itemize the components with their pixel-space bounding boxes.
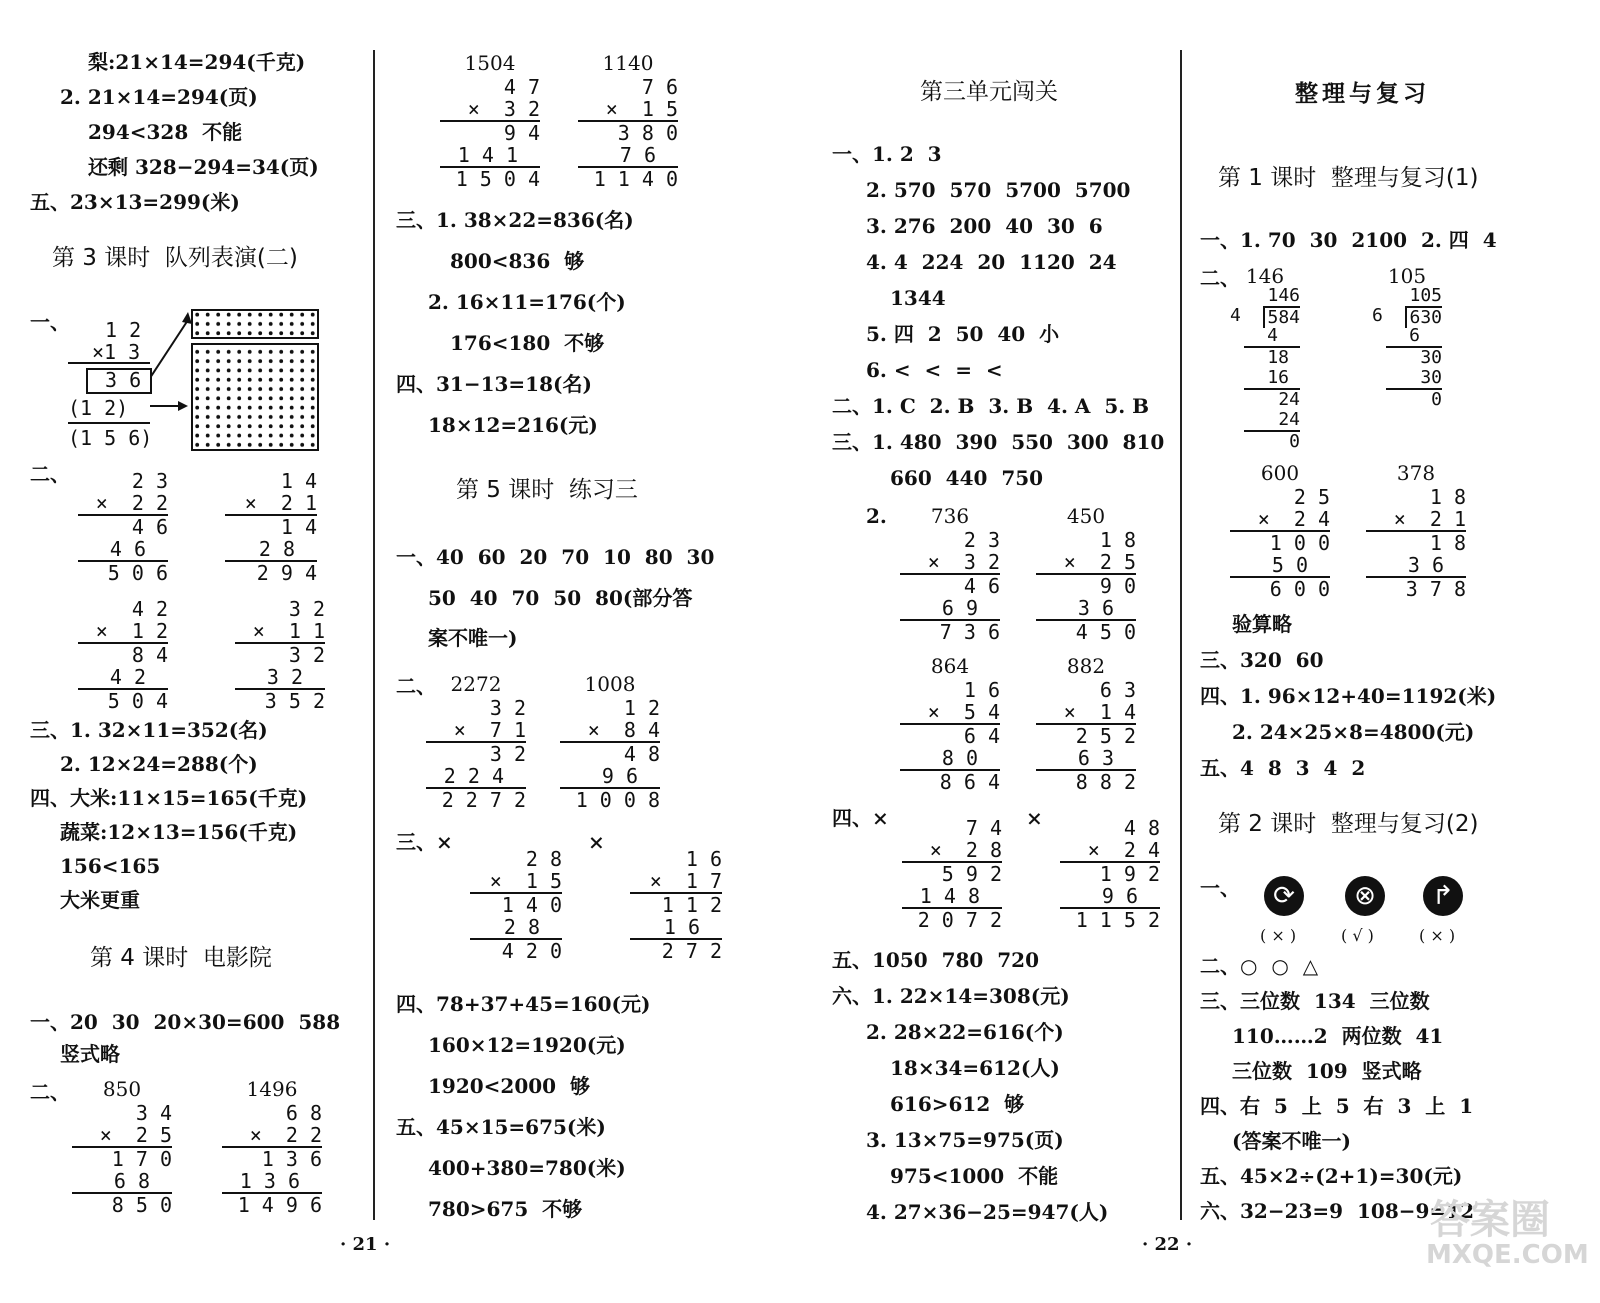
calc-row: × 1 1 [252, 619, 325, 643]
division-bracket [1372, 306, 1442, 326]
text-line: 一、20 30 20×30=600 588 [30, 1010, 341, 1034]
division-quotient: 146 [1267, 285, 1300, 306]
calc-row: × 1 5 [489, 869, 562, 893]
calc-row: × 8 4 [587, 718, 660, 742]
vertical-multiplication [630, 848, 722, 962]
calc-row: 3 4 [135, 1101, 172, 1125]
calc-row: 6 3 [1077, 746, 1114, 770]
vertical-multiplication [560, 673, 660, 811]
question-label: 二、 [30, 462, 70, 486]
text-line: 四、1. 96×12+40=1192(米) [1200, 684, 1497, 708]
calc-row: 3 2 [235, 642, 325, 666]
question-label: 二、 [396, 674, 436, 698]
section-title: 整理与复习 [1295, 81, 1430, 107]
vertical-multiplication [900, 505, 1000, 643]
calc-row: × 7 1 [453, 718, 526, 742]
text-line: 四、78+37+45=160(元) [396, 992, 651, 1016]
calc-result: 1008 [584, 672, 636, 696]
calc-row: 2 3 [963, 528, 1000, 552]
calc-row: 9 6 [601, 764, 638, 788]
question-label: 二、 [1200, 266, 1240, 290]
calc-row: 2 7 2 [630, 938, 722, 962]
calc-result: 864 [930, 654, 970, 678]
calc-row: 2 8 [258, 537, 295, 561]
text-line: 18×12=216(元) [428, 413, 598, 437]
calc-row: × 3 2 [927, 550, 1000, 574]
calc-row: × 2 4 [1257, 507, 1330, 531]
calc-row: 1 5 0 4 [440, 166, 540, 190]
text-line: 六、32−23=9 108−9=12 [1200, 1199, 1475, 1223]
text-line: 400+380=780(米) [428, 1156, 626, 1180]
text-line: 2. [866, 504, 887, 528]
figure-row: ×1 3 [92, 340, 141, 364]
vertical-multiplication [235, 598, 325, 712]
calc-row: 5 0 4 [78, 688, 168, 712]
calc-row: 7 3 6 [900, 619, 1000, 643]
vertical-multiplication [1230, 462, 1330, 600]
text-line: 18×34=612(人) [890, 1056, 1060, 1080]
text-line: 1344 [890, 286, 946, 310]
text-line: 2. 24×25×8=4800(元) [1232, 720, 1475, 744]
watermark-url: MXQE.COM [1426, 1240, 1589, 1270]
question-label: 一、 [1200, 876, 1240, 900]
calc-row: 3 2 [288, 597, 325, 621]
calc-row: 7 6 [641, 75, 678, 99]
text-line: 110……2 两位数 41 [1232, 1024, 1444, 1048]
vertical-multiplication [1060, 817, 1160, 931]
text-line: 还剩 328−294=34(页) [88, 155, 319, 179]
judgement-mark: ( √ ) [1341, 926, 1374, 945]
calc-result: 450 [1066, 504, 1106, 528]
calc-result: 1504 [464, 51, 516, 75]
calc-row: 9 4 [440, 120, 540, 144]
calc-row: 2 8 [503, 915, 540, 939]
calc-row: 4 6 [78, 514, 168, 538]
calc-row: 2 2 4 [443, 764, 504, 788]
calc-row: × 2 2 [95, 491, 168, 515]
calc-row: 4 8 [1123, 816, 1160, 840]
division-quotient: 105 [1409, 285, 1442, 306]
calc-row: 1 2 [623, 696, 660, 720]
lesson-title: 第 1 课时 整理与复习(1) [1218, 165, 1479, 191]
text-line: 五、23×13=299(米) [30, 190, 240, 214]
calc-result: 1140 [602, 51, 654, 75]
text-line: 四、大米:11×15=165(千克) [30, 786, 308, 810]
text-line: 竖式略 [60, 1042, 120, 1066]
text-line: 2. 21×14=294(页) [60, 85, 258, 109]
text-line: 176<180 不够 [450, 331, 605, 355]
vertical-multiplication [72, 1078, 172, 1216]
calc-row: 1 1 5 2 [1060, 907, 1160, 931]
judgement-mark: ( × ) [1419, 926, 1456, 945]
calc-row: 3 2 [489, 696, 526, 720]
division-row: 30 [1386, 368, 1442, 390]
calc-row: 5 9 2 [902, 861, 1002, 885]
calc-row: × 2 5 [99, 1123, 172, 1147]
text-line: 616>612 够 [890, 1092, 1025, 1116]
column-divider [373, 50, 375, 1220]
calc-row: × 1 7 [649, 869, 722, 893]
vertical-multiplication [900, 655, 1000, 793]
calc-row: 1 7 0 [72, 1146, 172, 1170]
calc-row: × 2 4 [1087, 838, 1160, 862]
calc-row: 7 6 [619, 143, 656, 167]
cross-circle-icon: ⊗ [1345, 876, 1385, 916]
text-line: 160×12=1920(元) [428, 1033, 626, 1057]
page-number: · 21 · [340, 1234, 391, 1255]
calc-row: 4 2 [131, 597, 168, 621]
calc-row: 3 2 [426, 741, 526, 765]
text-line: 三、320 60 [1200, 648, 1324, 672]
text-line: 975<1000 不能 [890, 1164, 1059, 1188]
calc-row: 3 6 [1077, 596, 1114, 620]
division-row: 6 [1386, 326, 1442, 348]
calc-result: 736 [930, 504, 970, 528]
text-line: 2. 570 570 5700 5700 [866, 178, 1131, 202]
text-line: 验算略 [1232, 612, 1292, 636]
text-line: 2. 16×11=176(个) [428, 290, 626, 314]
text-line: × [1026, 806, 1043, 830]
calc-result: 378 [1396, 461, 1436, 485]
calc-row: 1 8 [1429, 485, 1466, 509]
division-result: 146 [1245, 264, 1285, 288]
lesson-title: 第 5 课时 练习三 [456, 477, 638, 503]
division-divisor: 4 [1230, 305, 1241, 326]
calc-result: 2272 [450, 672, 502, 696]
text-line: 4. 4 224 20 1120 24 [866, 250, 1117, 274]
division-row: 18 [1267, 347, 1289, 368]
calc-row: 1 8 [1366, 530, 1466, 554]
text-line: 800<836 够 [450, 249, 585, 273]
calc-row: 3 2 [266, 665, 303, 689]
calc-row: 6 9 [941, 596, 978, 620]
division-dividend: 584 [1263, 306, 1300, 328]
calc-row: 3 6 [1407, 553, 1444, 577]
vertical-multiplication [225, 470, 317, 584]
text-line: 四、右 5 上 5 右 3 上 1 [1200, 1094, 1474, 1118]
vertical-multiplication [78, 470, 168, 584]
text-line: (答案不唯一) [1232, 1129, 1351, 1153]
text-line: 二、1. C 2. B 3. B 4. A 5. B [832, 394, 1150, 418]
calc-row: 1 6 [963, 678, 1000, 702]
text-line: 一、40 60 20 70 10 80 30 [396, 545, 715, 569]
text-line: 一、1. 2 3 [832, 142, 942, 166]
calc-row: × 1 4 [1063, 700, 1136, 724]
vertical-multiplication [1036, 505, 1136, 643]
text-line: 1920<2000 够 [428, 1074, 591, 1098]
vertical-multiplication [578, 52, 678, 190]
calc-row: 4 6 [109, 537, 146, 561]
calc-row: 9 0 [1036, 573, 1136, 597]
calc-row: 4 6 [900, 573, 1000, 597]
text-line: 一、1. 70 30 2100 2. 四 4 [1200, 228, 1497, 252]
figure-row: 3 6 [105, 368, 142, 392]
calc-row: 1 0 0 [1230, 530, 1330, 554]
calc-row: 1 3 6 [239, 1169, 300, 1193]
calc-row: 1 3 6 [222, 1146, 322, 1170]
calc-row: 9 6 [1101, 884, 1138, 908]
text-line: 四、× [832, 806, 889, 830]
long-division [1230, 266, 1300, 452]
text-line: 4. 27×36−25=947(人) [866, 1200, 1109, 1224]
text-line: 3. 13×75=975(页) [866, 1128, 1064, 1152]
calc-result: 1496 [246, 1077, 298, 1101]
question-label: 二、 [30, 1080, 70, 1104]
calc-row: 1 4 0 [470, 892, 562, 916]
division-dividend: 630 [1405, 306, 1442, 328]
judgement-mark: ( × ) [1260, 926, 1297, 945]
calc-row: 1 4 [280, 469, 317, 493]
division-divisor: 6 [1372, 305, 1383, 326]
page-22 [790, 0, 1600, 1303]
text-line: 蔬菜:12×13=156(千克) [60, 820, 298, 844]
calc-row: 6 3 [1099, 678, 1136, 702]
calc-row: 4 7 [503, 75, 540, 99]
calc-row: 1 8 [1099, 528, 1136, 552]
watermark-logo: 答案圈 [1430, 1197, 1550, 1243]
vertical-multiplication [440, 52, 540, 190]
calc-row: 2 9 4 [225, 560, 317, 584]
text-line: 三、三位数 134 三位数 [1200, 989, 1430, 1013]
figure-row: (1 5 6) [68, 426, 153, 450]
calc-result: 850 [102, 1077, 142, 1101]
calc-row: 8 6 4 [900, 769, 1000, 793]
calc-row: 8 5 0 [72, 1192, 172, 1216]
calc-row: 4 2 [109, 665, 146, 689]
calc-row: 3 7 8 [1366, 576, 1466, 600]
calc-row: 3 5 2 [235, 688, 325, 712]
calc-row: 2 8 [525, 847, 562, 871]
calc-row: 1 6 [685, 847, 722, 871]
calc-row: 1 1 4 0 [578, 166, 678, 190]
text-line: 780>675 不够 [428, 1197, 583, 1221]
calc-row: × 2 8 [929, 838, 1002, 862]
text-line: 三、× [396, 830, 453, 854]
division-row: 4 [1244, 326, 1300, 348]
calc-row: × 5 4 [927, 700, 1000, 724]
text-line: 三、1. 32×11=352(名) [30, 718, 268, 742]
text-line: 三、1. 38×22=836(名) [396, 208, 634, 232]
text-line: 四、31−13=18(名) [396, 372, 592, 396]
calc-row: 4 8 [560, 741, 660, 765]
turn-arrow-icon: ↱ [1423, 876, 1463, 916]
calc-row: 3 8 0 [578, 120, 678, 144]
division-row: 0 [1431, 389, 1442, 410]
text-line: 50 40 70 50 80(部分答 [428, 586, 693, 610]
calc-row: 1 1 2 [630, 892, 722, 916]
text-line: 三位数 109 竖式略 [1232, 1059, 1422, 1083]
calc-row: × 1 5 [605, 97, 678, 121]
text-line: 3. 276 200 40 30 6 [866, 214, 1103, 238]
text-line: 2. 12×24=288(个) [60, 752, 258, 776]
text-line: 6. < < = < [866, 358, 1003, 382]
calc-row: 6 8 [113, 1169, 150, 1193]
page-21 [0, 0, 790, 1303]
question-label: 一、 [30, 310, 70, 334]
text-line: 660 440 750 [890, 466, 1044, 490]
calc-row: 1 6 [663, 915, 700, 939]
calc-row: 1 4 9 6 [222, 1192, 322, 1216]
calc-row: 2 5 2 [1036, 723, 1136, 747]
text-line: 六、1. 22×14=308(元) [832, 984, 1070, 1008]
text-line: 5. 四 2 50 40 小 [866, 322, 1060, 346]
dot-array-diagram [150, 300, 325, 455]
calc-row: 1 9 2 [1060, 861, 1160, 885]
calc-row: × 2 5 [1063, 550, 1136, 574]
vertical-multiplication [470, 848, 562, 962]
calc-row: × 2 2 [249, 1123, 322, 1147]
figure-row: 1 2 [105, 318, 142, 342]
calc-row: 6 0 0 [1230, 576, 1330, 600]
calc-row: 7 4 [965, 816, 1002, 840]
calc-row: 1 0 0 8 [560, 787, 660, 811]
calc-row: 2 2 7 2 [426, 787, 526, 811]
text-line: × [588, 830, 605, 854]
text-line: 2. 28×22=616(个) [866, 1020, 1064, 1044]
calc-row: × 2 1 [244, 491, 317, 515]
calc-row: 5 0 [1271, 553, 1308, 577]
lesson-title: 第 3 课时 队列表演(二) [52, 245, 298, 271]
lesson-title: 第 4 课时 电影院 [90, 945, 272, 971]
division-row: 30 [1420, 347, 1442, 368]
text-line: 五、45×15=675(米) [396, 1115, 606, 1139]
calc-row: 1 4 1 [457, 143, 518, 167]
calc-row: 8 8 2 [1036, 769, 1136, 793]
division-row: 24 [1244, 410, 1300, 432]
page-number: · 22 · [1142, 1234, 1193, 1255]
text-line: 294<328 不能 [88, 120, 243, 144]
calc-row: 6 4 [900, 723, 1000, 747]
calc-row: 2 3 [131, 469, 168, 493]
calc-row: 2 0 7 2 [902, 907, 1002, 931]
vertical-multiplication [222, 1078, 322, 1216]
calc-result: 882 [1066, 654, 1106, 678]
division-row: 0 [1289, 431, 1300, 452]
text-line: 梨:21×14=294(千克) [88, 50, 306, 74]
division-bracket [1230, 306, 1300, 326]
rotate-arrows-icon: ⟳ [1264, 876, 1304, 916]
text-line: 三、1. 480 390 550 300 810 [832, 430, 1165, 454]
vertical-multiplication [902, 817, 1002, 931]
calc-row: 5 0 6 [78, 560, 168, 584]
division-row: 16 [1244, 368, 1300, 390]
calc-row: 1 4 8 [919, 884, 980, 908]
calc-row: 6 8 [285, 1101, 322, 1125]
column-divider [1180, 50, 1182, 1220]
text-line: 五、1050 780 720 [832, 948, 1040, 972]
vertical-multiplication [78, 598, 168, 712]
unit-title: 第三单元闯关 [920, 79, 1058, 105]
text-line: 156<165 [60, 854, 161, 878]
figure-row: (1 2) [68, 396, 129, 420]
calc-row: 4 5 0 [1036, 619, 1136, 643]
calc-row: × 3 2 [467, 97, 540, 121]
calc-row: × 1 2 [95, 619, 168, 643]
vertical-multiplication [1366, 462, 1466, 600]
calc-row: 8 4 [78, 642, 168, 666]
division-result: 105 [1387, 264, 1427, 288]
text-line: 二、○ ○ △ [1200, 954, 1319, 978]
calc-row: 8 0 [941, 746, 978, 770]
vertical-multiplication [1036, 655, 1136, 793]
calc-row: 2 5 [1293, 485, 1330, 509]
lesson-title: 第 2 课时 整理与复习(2) [1218, 811, 1479, 837]
calc-row: 1 4 [225, 514, 317, 538]
calc-result: 600 [1260, 461, 1300, 485]
long-division [1372, 266, 1442, 410]
vertical-multiplication [426, 673, 526, 811]
text-line: 案不唯一) [428, 626, 518, 650]
calc-row: × 2 1 [1393, 507, 1466, 531]
text-line: 五、45×2÷(2+1)=30(元) [1200, 1164, 1463, 1188]
text-line: 大米更重 [60, 888, 140, 912]
calc-row: 4 2 0 [470, 938, 562, 962]
text-line: 五、4 8 3 4 2 [1200, 756, 1366, 780]
division-row: 24 [1278, 389, 1300, 410]
